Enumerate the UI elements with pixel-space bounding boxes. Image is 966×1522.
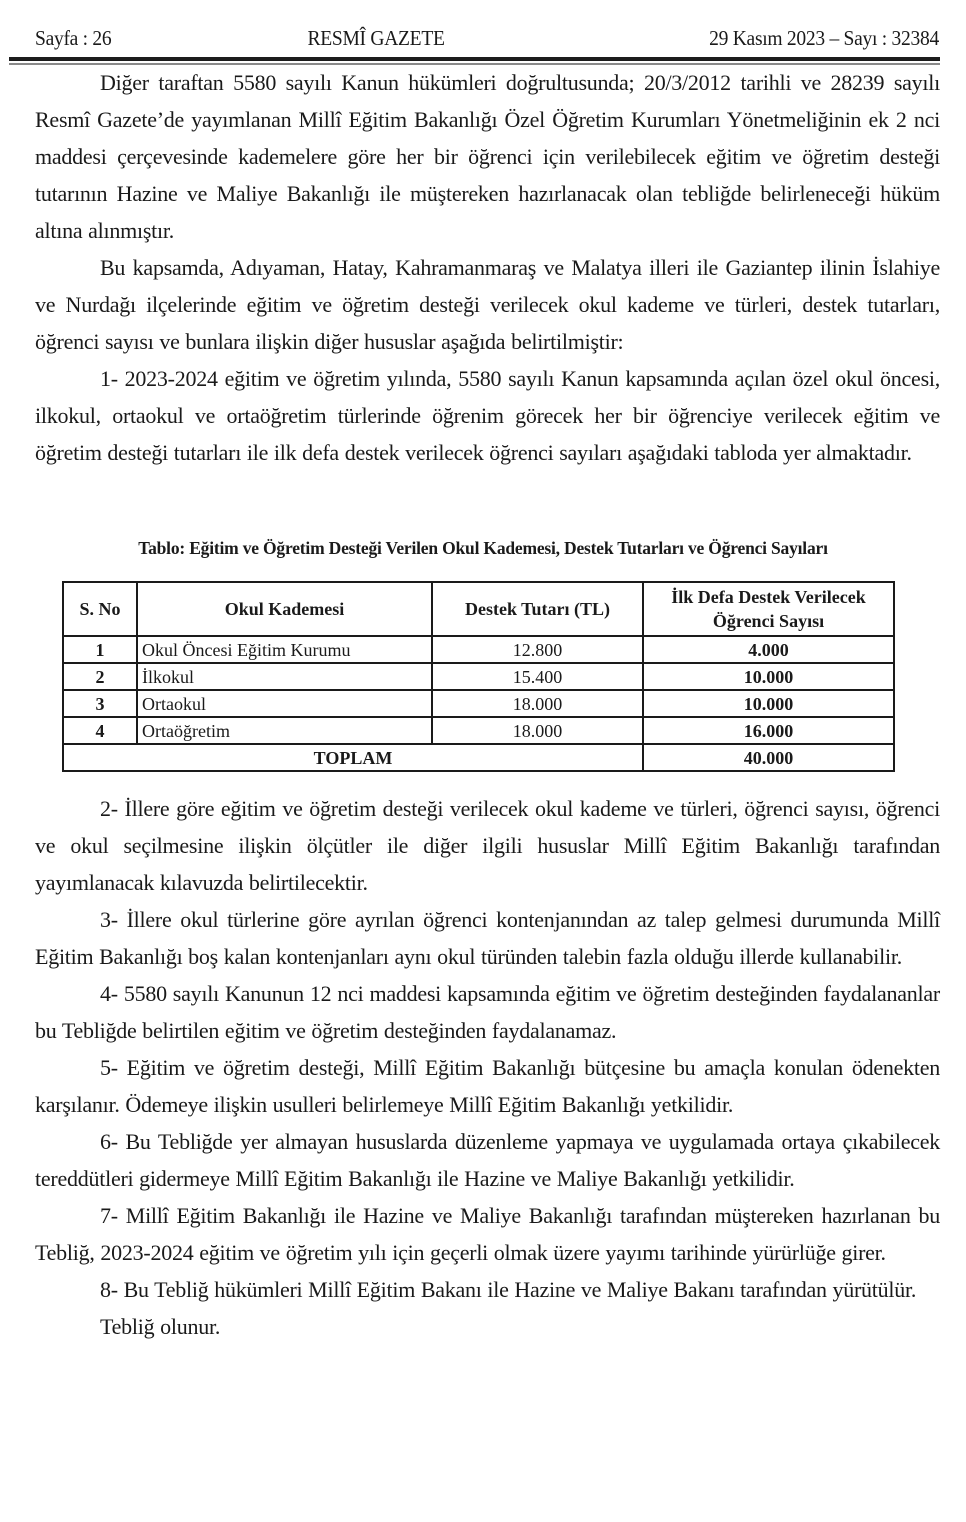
cell-amount: 18.000 — [432, 690, 643, 717]
paragraph-closing: Tebliğ olunur. — [100, 1314, 221, 1339]
paragraph-item-2: 2- İllere göre eğitim ve öğretim desteği verilecek okul kademe ve türleri, öğrenci sayısı, öğrenci ve okul seçilmesine ilişkin ölçütler ile diğer ilgili hususlar Millî Eğitim Bakanlığı tarafından yayımlanacak kılavuzda belirtilecektir. — [35, 796, 940, 895]
paragraph-item-5: 5- Eğitim ve öğretim desteği, Millî Eğitim Bakanlığı bütçesine bu amaçla konulan ödenekten karşılanır. Ödemeye ilişkin usulleri belirlemeye Millî Eğitim Bakanlığı yetkilidir. — [35, 1055, 940, 1117]
paragraph-intro: Diğer taraftan 5580 sayılı Kanun hükümleri doğrultusunda; 20/3/2012 tarihli ve 28239 sayılı Resmî Gazete’de yayımlanan Millî Eğitim Bakanlığı Özel Öğretim Kurumları Yönetmeliğinin ek 2 nci maddesi çerçevesinde kademelere göre her bir öğrenci için verilebilecek eğitim ve öğretim desteği tutarının Hazine ve Maliye Bakanlığı ile müştereken hazırlanacak olan tebliğde belirleneceği hüküm altına alınmıştır. — [35, 70, 940, 243]
gazette-title: RESMÎ GAZETE — [307, 26, 445, 50]
paragraph-scope: Bu kapsamda, Adıyaman, Hatay, Kahramanmaraş ve Malatya illeri ile Gaziantep ilinin İslahiye ve Nurdağı ilçelerinde eğitim ve öğretim desteği verilecek okul kademe ve türleri, destek tutarları, öğrenci sayısı ve bunlara ilişkin diğer hususlar aşağıda belirtilmiştir: — [35, 255, 940, 354]
page-header — [35, 26, 939, 54]
header-amount: Destek Tutarı (TL) — [432, 582, 643, 636]
provisions-text — [35, 790, 940, 1345]
cell-amount: 15.400 — [432, 663, 643, 690]
header-sno: S. No — [63, 582, 137, 636]
date-issue: 29 Kasım 2023 – Sayı : 32384 — [709, 26, 939, 50]
cell-amount: 18.000 — [432, 717, 643, 744]
cell-count: 10.000 — [643, 690, 894, 717]
cell-level: İlkokul — [137, 663, 432, 690]
table-row — [63, 663, 894, 690]
header-count: İlk Defa Destek Verilecek Öğrenci Sayısı — [643, 582, 894, 636]
total-count: 40.000 — [643, 744, 894, 771]
cell-no: 2 — [63, 663, 137, 690]
support-table — [62, 581, 895, 772]
paragraph-item-6: 6- Bu Tebliğde yer almayan hususlarda düzenleme yapmaya ve uygulamada ortaya çıkabilecek tereddütleri gidermeye Millî Eğitim Bakanlığı ile Hazine ve Maliye Bakanlığı yetkilidir. — [35, 1129, 940, 1191]
cell-no: 3 — [63, 690, 137, 717]
cell-level: Ortaöğretim — [137, 717, 432, 744]
table-row — [63, 717, 894, 744]
page-number: Sayfa : 26 — [35, 26, 112, 50]
table-title: Tablo: Eğitim ve Öğretim Desteği Verilen Okul Kademesi, Destek Tutarları ve Öğrenci Sayıları — [138, 538, 828, 558]
table-row — [63, 690, 894, 717]
paragraph-item-8: 8- Bu Tebliğ hükümleri Millî Eğitim Bakanı ile Hazine ve Maliye Bakanı tarafından yürütülür. — [100, 1277, 917, 1302]
cell-count: 16.000 — [643, 717, 894, 744]
table-header-row — [63, 582, 894, 636]
paragraph-item-3: 3- İllere okul türlerine göre ayrılan öğrenci kontenjanından az talep gelmesi durumunda Millî Eğitim Bakanlığı boş kalan kontenjanları aynı okul türünden talebin fazla olduğu illerde kullanabilir. — [35, 907, 940, 969]
paragraph-item-1: 1- 2023-2024 eğitim ve öğretim yılında, 5580 sayılı Kanun kapsamında açılan özel okul öncesi, ilkokul, ortaokul ve ortaöğretim türlerinde öğrenim görecek her bir öğrenciye verilecek eğitim ve öğretim desteği tutarları ile ilk defa destek verilecek öğrenci sayıları aşağıdaki tabloda yer almaktadır. — [35, 366, 940, 465]
header-rule-thick — [9, 57, 940, 61]
paragraph-item-7: 7- Millî Eğitim Bakanlığı ile Hazine ve Maliye Bakanlığı tarafından müştereken hazırlanan bu Tebliğ, 2023-2024 eğitim ve öğretim yılı için geçerli olmak üzere yayımı tarihinde yürürlüğe girer. — [35, 1203, 940, 1265]
cell-no: 1 — [63, 636, 137, 663]
cell-count: 10.000 — [643, 663, 894, 690]
cell-level: Ortaokul — [137, 690, 432, 717]
intro-text — [35, 64, 940, 471]
cell-amount: 12.800 — [432, 636, 643, 663]
cell-level: Okul Öncesi Eğitim Kurumu — [137, 636, 432, 663]
cell-count: 4.000 — [643, 636, 894, 663]
total-label: TOPLAM — [63, 744, 643, 771]
header-level: Okul Kademesi — [137, 582, 432, 636]
cell-no: 4 — [63, 717, 137, 744]
table-total-row — [63, 744, 894, 771]
paragraph-item-4: 4- 5580 sayılı Kanunun 12 nci maddesi kapsamında eğitim ve öğretim desteğinden faydalananlar bu Tebliğde belirtilen eğitim ve öğretim desteğinden faydalanamaz. — [35, 981, 940, 1043]
table-row — [63, 636, 894, 663]
